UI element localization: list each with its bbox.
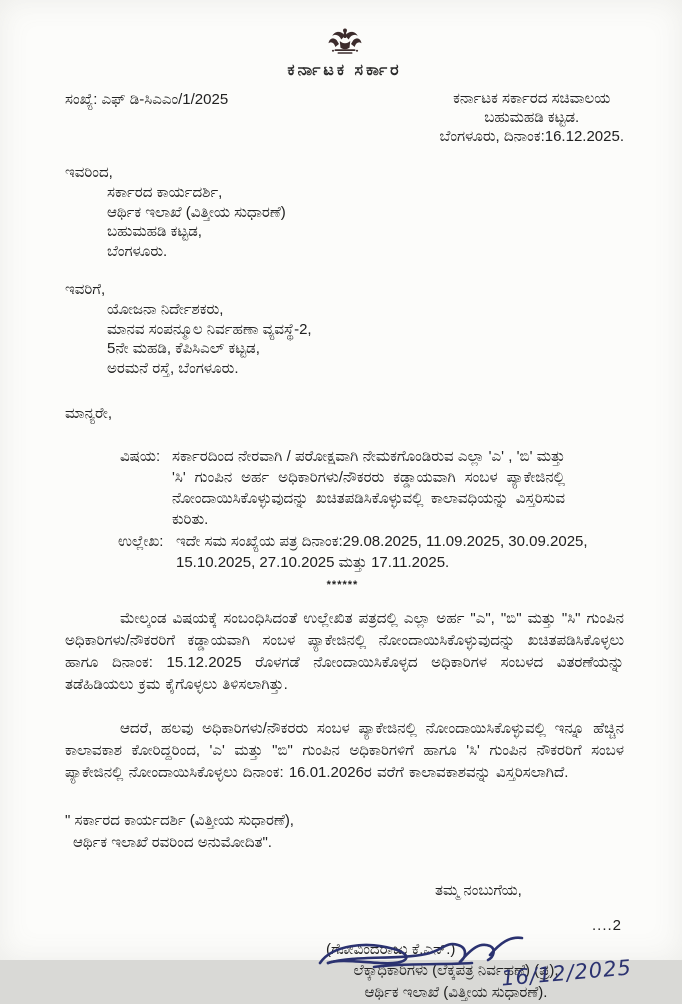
subject-label: ವಿಷಯ: [120, 448, 161, 465]
body-paragraph-2: ಆದರೆ, ಹಲವು ಅಧಿಕಾರಿಗಳು/ನೌಕರರು ಸಂಬಳ ಪ್ಯಾಕೇಜಿನಲ್ಲಿ ನೋಂದಾಯಿಸಿಕೊಳ್ಳುವಲ್ಲಿ ಇನ್ನೂ ಹೆಚ್ಚಿನ ಕಾಲಾವಕಾಶ ಕೋರಿದ್ದರಿಂದ, 'ಎ' ಮತ್ತು "ಬಿ" ಗುಂಪಿನ ಅಧಿಕಾರಿಗಳಿಗೆ ಹಾಗೂ 'ಸಿ' ಗುಂಪಿನ ನೌಕರರಿಗೆ ಸಂಬಳ ಪ್ಯಾಕೇಜಿನಲ್ಲಿ ನೋಂದಾಯಿಸಿಕೊಳ್ಳಲು ದಿನಾಂಕ: 16.01.2026ರ ವರೆಗೆ ಕಾಲಾವಕಾಶವನ್ನು ವಿಸ್ತರಿಸಲಾಗಿದೆ. [65, 720, 624, 781]
handwritten-date: 16/12/2025 [500, 955, 633, 991]
subject-block [120, 446, 565, 530]
closing-phrase: ತಮ್ಮ ನಂಬುಗೆಯ, [435, 882, 522, 899]
salutation: ಮಾನ್ಯರೇ, [65, 405, 112, 422]
office-address-block [440, 89, 625, 146]
page-continuation-marker: ....2 [591, 917, 622, 934]
from-line-1: ಸರ್ಕಾರದ ಕಾರ್ಯದರ್ಶಿ, [107, 184, 223, 201]
karnataka-gandaberunda-emblem-icon [327, 43, 363, 60]
from-line-4: ಬೆಂಗಳೂರು. [107, 242, 168, 260]
signatory-designation-2: ಆರ್ಥಿಕ ಇಲಾಖೆ (ವಿತ್ತೀಯ ಸುಧಾರಣೆ). [364, 984, 548, 1001]
to-block [65, 279, 624, 378]
from-block [65, 162, 624, 261]
to-line-2: ಮಾನವ ಸಂಪನ್ಮೂಲ ನಿರ್ವಹಣಾ ವ್ಯವಸ್ಥೆ-2, [107, 320, 312, 338]
emblem-container [65, 26, 624, 58]
approval-note [65, 810, 624, 854]
approval-note-line-2: ಆರ್ಥಿಕ ಇಲಾಖೆ ರವರಿಂದ ಅನುಮೋದಿತ". [73, 834, 272, 851]
from-line-3: ಬಹುಮಹಡಿ ಕಟ್ಟಡ, [107, 223, 202, 240]
approval-note-line-1: " ಸರ್ಕಾರದ ಕಾರ್ಯದರ್ಶಿ (ವಿತ್ತೀಯ ಸುಧಾರಣೆ), [65, 812, 294, 829]
to-label: ಇವರಿಗೆ, [65, 281, 106, 298]
to-address [107, 300, 624, 378]
from-label: ಇವರಿಂದ, [65, 164, 113, 181]
to-line-3: 5ನೇ ಮಹಡಿ, ಕೆಪಿಸಿಎಲ್ ಕಟ್ಟಡ, [107, 340, 260, 357]
to-line-4: ಅರಮನೆ ರಸ್ತೆ, ಬೆಂಗಳೂರು. [107, 359, 239, 377]
subject-text: ಸರ್ಕಾರದಿಂದ ನೇರವಾಗಿ / ಪರೋಕ್ಷವಾಗಿ ನೇಮಕಗೊಂಡಿರುವ ಎಲ್ಲಾ 'ಎ' , 'ಬಿ' ಮತ್ತು 'ಸಿ' ಗುಂಪಿನ ಅರ್ಹ ಅಧಿಕಾರಿಗಳು/ನೌಕರರು ಕಡ್ಡಾಯವಾಗಿ ಸಂಬಳ ಪ್ಯಾಕೇಜಿನಲ್ಲಿ ನೋಂದಾಯಿಸಿಕೊಳ್ಳುವುದನ್ನು ಖಚಿತಪಡಿಸಿಕೊಳ್ಳುವಲ್ಲಿ ಕಾಲಾವಧಿಯನ್ನು ವಿಸ್ತರಿಸುವ ಕುರಿತು. [172, 448, 565, 528]
signatory-name: (ಗೋವಿಂದರಾಜು ಕೆ.ಎನ್.) [326, 941, 456, 958]
asterisk-separator: ****** [326, 579, 359, 591]
reference-label: ಉಲ್ಲೇಖ: [118, 533, 164, 550]
body-paragraph-1: ಮೇಲ್ಕಂಡ ವಿಷಯಕ್ಕೆ ಸಂಬಂಧಿಸಿದಂತೆ ಉಲ್ಲೇಖಿತ ಪತ್ರದಲ್ಲಿ ಎಲ್ಲಾ ಅರ್ಹ "ಎ", "ಬಿ" ಮತ್ತು "ಸಿ" ಗುಂಪಿನ ಅಧಿಕಾರಿಗಳು/ನೌಕರರಿಗೆ ಕಡ್ಡಾಯವಾಗಿ ಸಂಬಳ ಪ್ಯಾಕೇಜಿನಲ್ಲಿ ನೋಂದಾಯಿಸಿಕೊಳ್ಳುವುದನ್ನು ಖಚಿತಪಡಿಸಿಕೊಳ್ಳಲು ಹಾಗೂ ದಿನಾಂಕ: 15.12.2025 ರೊಳಗಡೆ ನೋಂದಾಯಿಸಿಕೊಳ್ಳದ ಅಧಿಕಾರಿಗಳ ಸಂಬಳದ ವಿತರಣೆಯನ್ನು ತಡೆಹಿಡಿಯಲು ಕ್ರಮ ಕೈಗೊಳ್ಳಲು ತಿಳಿಸಲಾಗಿತ್ತು. [65, 610, 624, 693]
from-address [107, 183, 624, 261]
reference-block [118, 531, 588, 573]
signatory-designation-1: ಲೆಕ್ಕಾಧಿಕಾರಿಗಳು (ಲೆಕ್ಕಪತ್ರ ನಿರ್ವಹಣೆ) (ಪ್ರ), [353, 962, 559, 979]
signature-block [296, 939, 633, 1004]
to-line-1: ಯೋಜನಾ ನಿರ್ದೇಶಕರು, [107, 301, 224, 318]
reference-number: ಸಂಖ್ಯೆ: ಎಫ್ ಡಿ-ಸಿಎಎಂ/1/2025 [65, 91, 229, 108]
letter-header-row [65, 89, 624, 146]
from-line-2: ಆರ್ಥಿಕ ಇಲಾಖೆ (ವಿತ್ತೀಯ ಸುಧಾರಣೆ) [107, 203, 286, 221]
office-line-3-date: ಬೆಂಗಳೂರು, ದಿನಾಂಕ:16.12.2025. [439, 128, 624, 145]
office-line-1: ಕರ್ನಾಟಕ ಸರ್ಕಾರದ ಸಚಿವಾಲಯ [453, 90, 611, 107]
government-title: ಕರ್ನಾಟಕ ಸರ್ಕಾರ [287, 62, 402, 79]
reference-text: ಇದೇ ಸಮ ಸಂಖ್ಯೆಯ ಪತ್ರ ದಿನಾಂಕ:29.08.2025, 11.09.2025, 30.09.2025, 15.10.2025, 27.10.2025 ಮತ್ತು 17.11.2025. [176, 533, 588, 571]
office-line-2: ಬಹುಮಹಡಿ ಕಟ್ಟಡ. [484, 109, 580, 126]
